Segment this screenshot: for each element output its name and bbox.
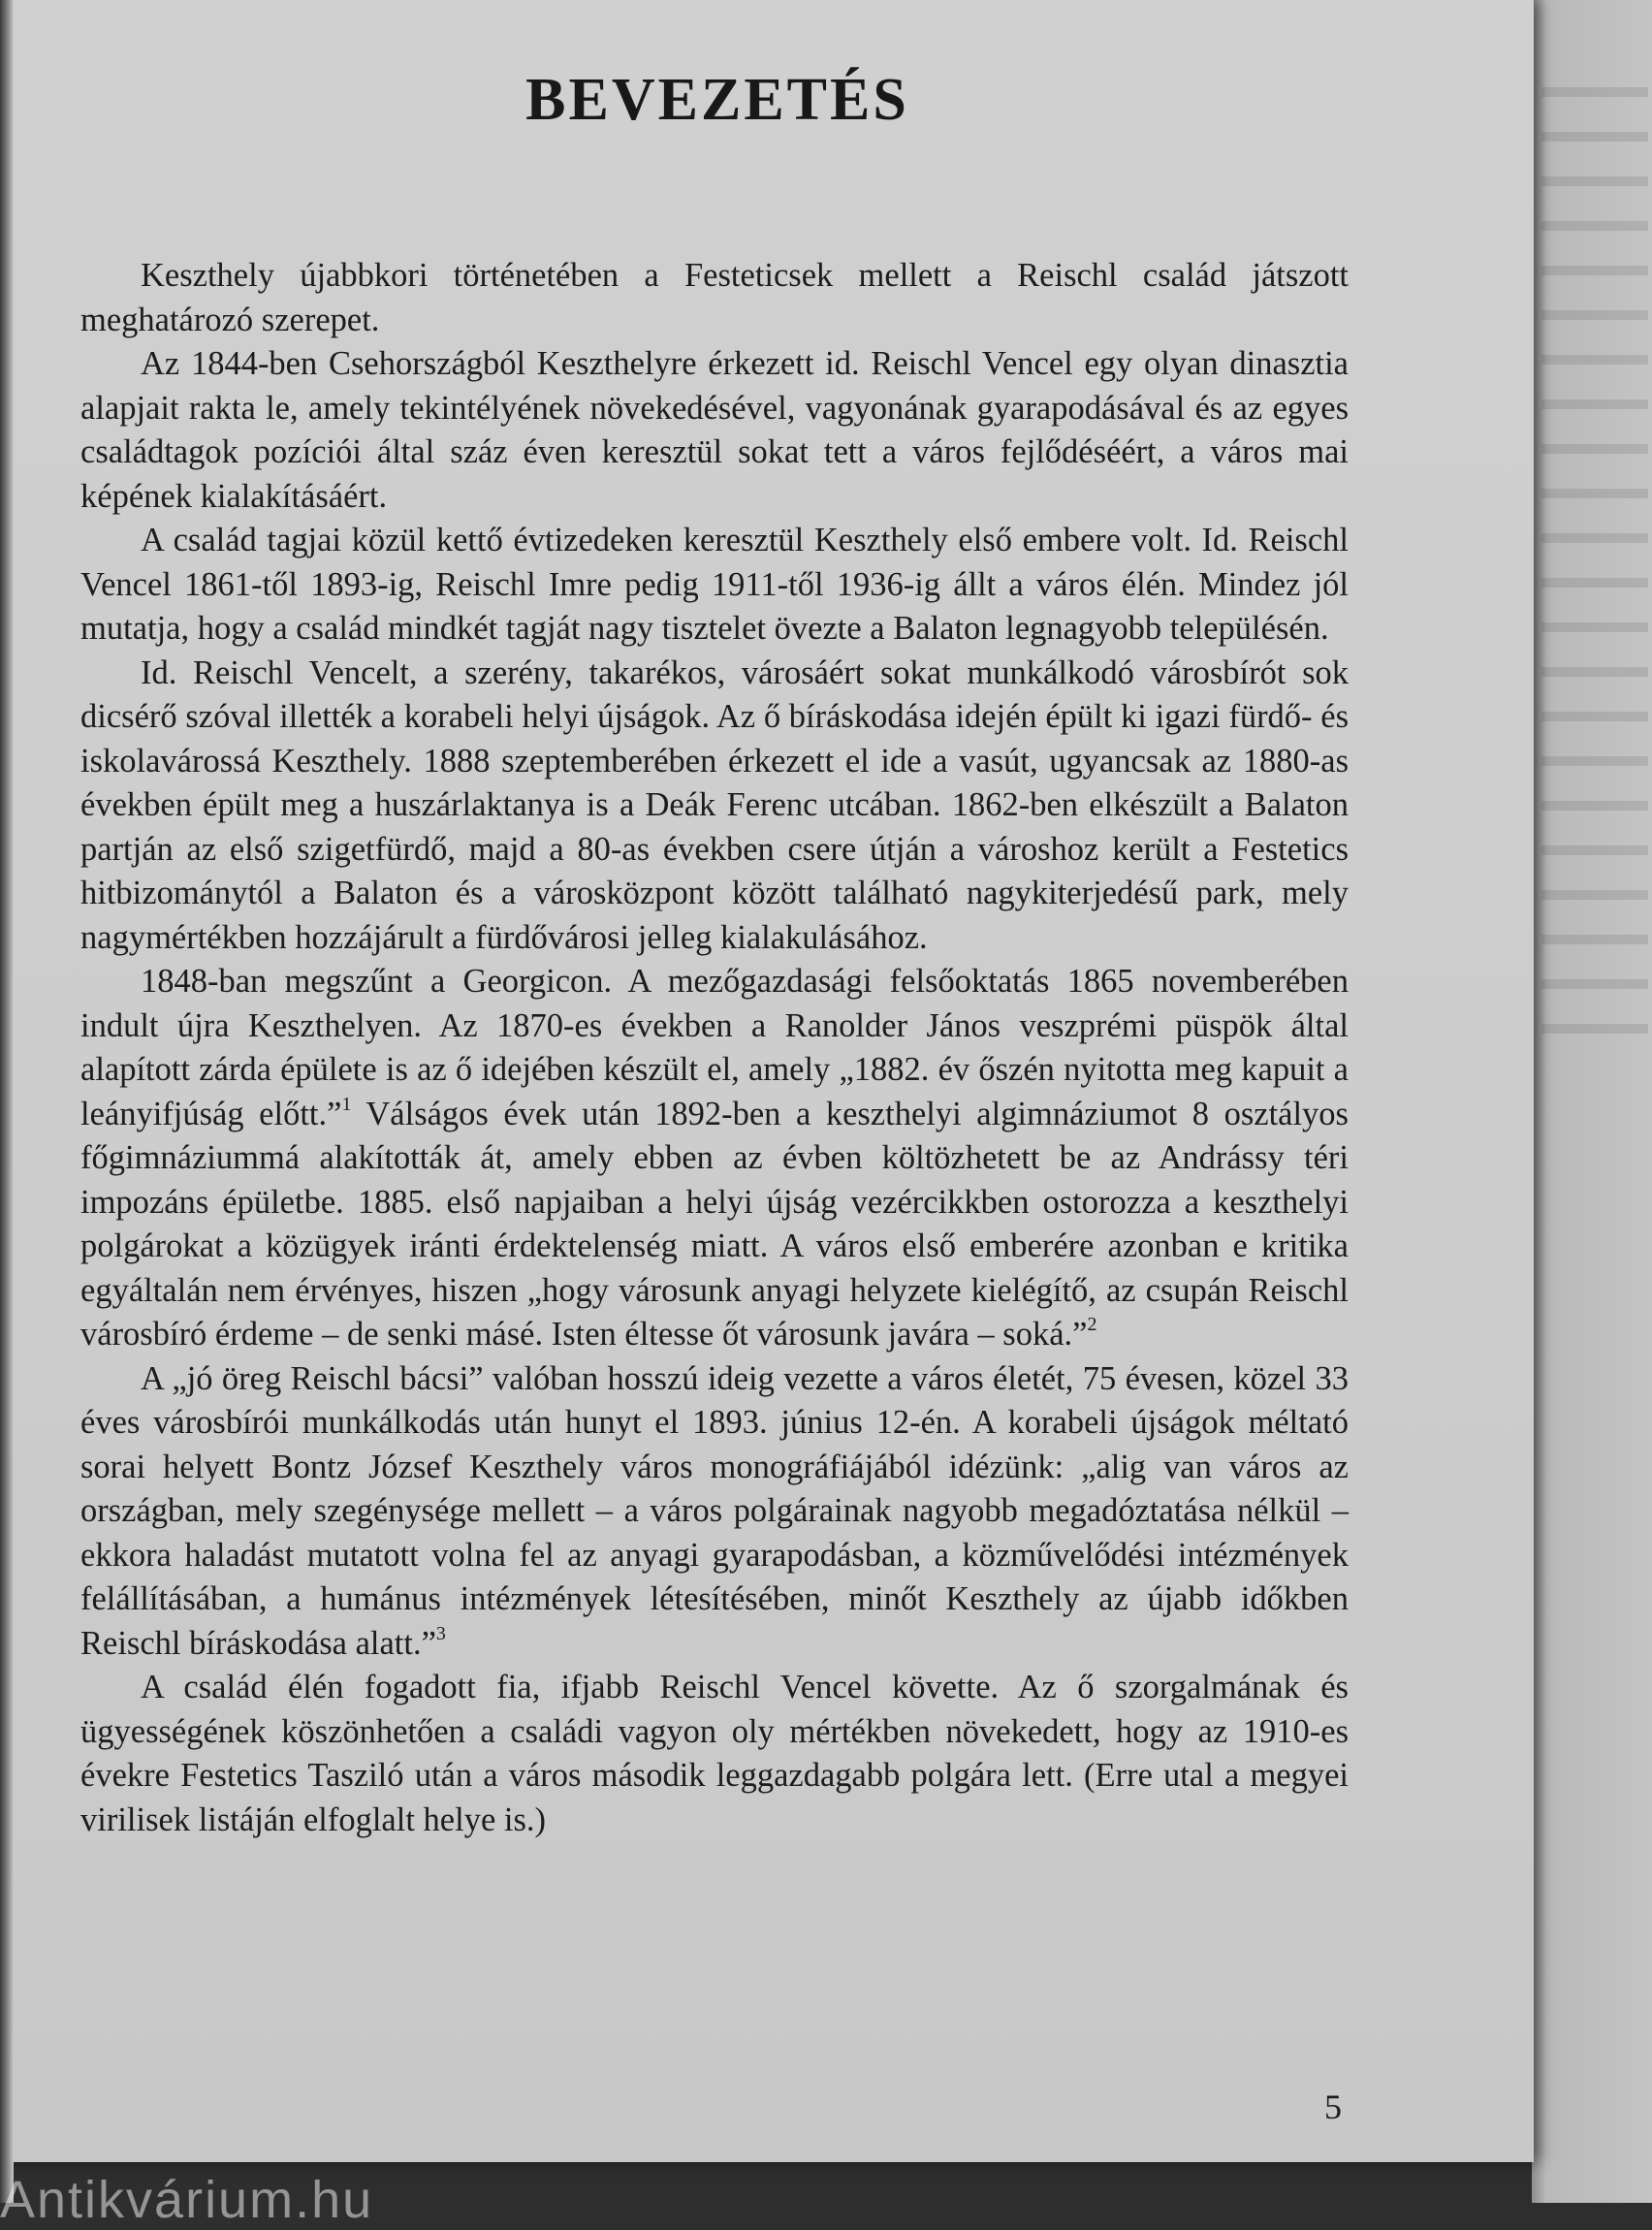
binding-edge <box>0 0 14 2203</box>
paragraph-6 <box>80 1357 1349 1667</box>
paragraph-5-part-1: 1848-ban megszűnt a Georgicon. A mezőgazdasági felsőoktatás 1865 novemberében indult újra Keszthelyen. Az 1870-es években a Ranolder János veszprémi püspök által alapított zárda épülete is az ő idejében készült el, amely „1882. év őszén nyitotta meg kapuit a leányifjúság előtt.” <box>80 963 1349 1132</box>
body-text <box>80 254 1349 1842</box>
paragraph-5 <box>80 960 1349 1357</box>
footnote-ref-1: 1 <box>341 1093 352 1115</box>
paragraph-1: Keszthely újabbkori történetében a Festeticsek mellett a Reischl család játszott meghatározó szerepet. <box>80 257 1349 338</box>
page-title: BEVEZETÉS <box>525 67 909 133</box>
footnote-ref-2: 2 <box>1087 1314 1097 1335</box>
paragraph-6-part-1: A „jó öreg Reischl bácsi” valóban hosszú ideig vezette a város életét, 75 évesen, közel 33 éves városbírói munkálkodás után hunyt el 1893. június 12-én. A korabeli újságok méltató sorai helyett Bontz József Keszthely város monográfiájából idézünk: „alig van város az országban, mely szegénysége mellett – a város polgárainak nagyobb megadóztatása nélkül – ekkora haladást mutatott volna fel az anyagi gyarapodásban, a közművelődési intézmények felállításában, a humánus intézmények létesítésében, minőt Keszthely az újabb időkben Reischl bíráskodása alatt.” <box>80 1359 1349 1662</box>
watermark: Antikvárium.hu <box>0 2171 374 2229</box>
paragraph-3: A család tagjai közül kettő évtizedeken keresztül Keszthely első embere volt. Id. Reischl Vencel 1861-től 1893-ig, Reischl Imre pedig 1911-től 1936-ig állt a város élén. Mindez jól mutatja, hogy a család mindkét tagját nagy tisztelet övezte a Balaton legnagyobb településén. <box>80 522 1349 647</box>
page-number: 5 <box>1324 2087 1342 2126</box>
paragraph-7: A család élén fogadott fia, ifjabb Reischl Vencel követte. Az ő szorgalmának és ügyességének köszönhetően a családi vagyon oly mértékben növekedett, hogy az 1910-es évekre Festetics Tasziló után a város második leggazdagabb polgára lett. (Erre utal a megyei virilisek listáján elfoglalt helye is.) <box>80 1669 1349 1838</box>
paragraph-5-part-2: Válságos évek után 1892-ben a keszthelyi algimnáziumot 8 osztályos főgimnáziummá alakították át, amely ebben az évben költözhetett be az Andrássy téri impozáns épületbe. 1885. első napjaiban a helyi újság vezércikkben ostorozza a keszthelyi polgárokat a közügyek iránti érdektelenség miatt. A város első emberére azonban e kritika egyáltalán nem érvényes, hiszen „hogy városunk anyagi helyzete kielégítő, az csupán Reischl városbíró érdeme – de senki másé. Isten éltesse őt városunk javára – soká.” <box>80 1095 1349 1353</box>
facing-page-text-bleed <box>1541 87 1648 1057</box>
paragraph-2: Az 1844-ben Csehországból Keszthelyre érkezett id. Reischl Vencel egy olyan dinasztia alapjait rakta le, amely tekintélyének növekedésével, vagyonának gyarapodásával és az egyes családtagok pozíciói által száz éven keresztül sokat tett a város fejlődéséért, a város mai képének kialakításáért. <box>80 345 1349 515</box>
paragraph-4: Id. Reischl Vencelt, a szerény, takarékos, városáért sokat munkálkodó városbírót sok dicsérő szóval illették a korabeli helyi újságok. Az ő bíráskodása idején épült ki igazi fürdő- és iskolavárossá Keszthely. 1888 szeptemberében érkezett el ide a vasút, ugyancsak az 1880-as években épült meg a huszárlaktanya is a Deák Ferenc utcában. 1862-ben elkészült a Balaton partján az első szigetfürdő, majd a 80-as években csere útján a városhoz került a Festetics hitbizománytól a Balaton és a városközpont között található nagykiterjedésű park, mely nagymértékben hozzájárult a fürdővárosi jelleg kialakulásához. <box>80 653 1349 956</box>
footnote-ref-3: 3 <box>435 1622 446 1644</box>
